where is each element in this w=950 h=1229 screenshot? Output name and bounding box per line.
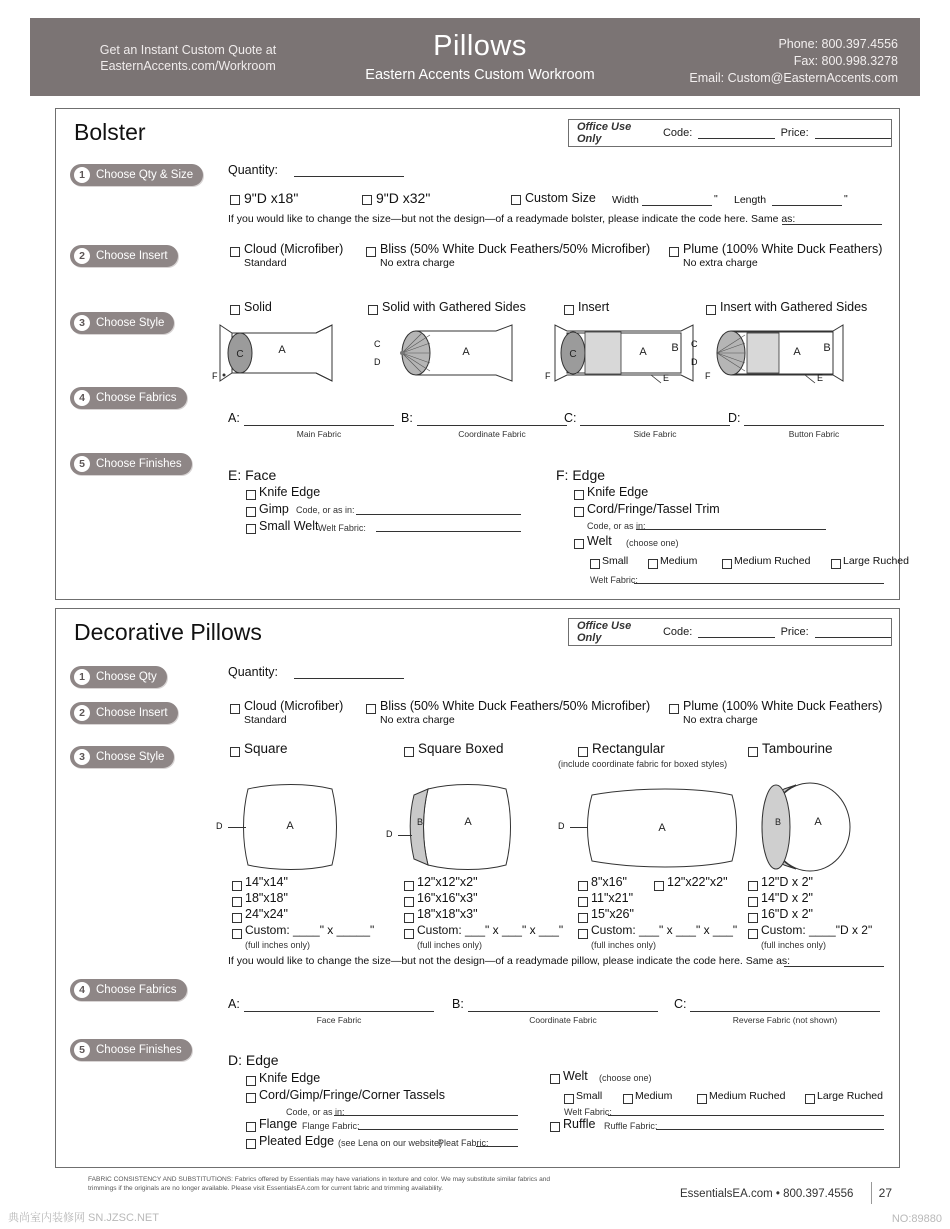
bolster-edge-note-2: (choose one) (626, 538, 679, 548)
pillows-insert-label-1: Bliss (50% White Duck Feathers/50% Microfiber) (380, 699, 651, 713)
bolster-welt-fabric-label: Welt Fabric: (590, 575, 638, 585)
bolster-welt-label-1: Medium (660, 555, 698, 567)
pillows-welt-checkbox-0[interactable] (564, 1094, 574, 1104)
pillows-insert-sub-2: No extra charge (683, 714, 758, 726)
pillows-edge-label-3: Pleated Edge (259, 1134, 335, 1148)
bolster-welt-label-0: Small (602, 555, 629, 567)
bolster-custom-width-unit: " (714, 193, 718, 205)
pillows-insert-label-0: Cloud (Microfiber) (244, 699, 344, 713)
header-email: Email: Custom@EasternAccents.com (689, 71, 898, 85)
pillows-size1-checkbox-2[interactable] (232, 913, 242, 923)
header-fax: Fax: 800.998.3278 (793, 54, 898, 68)
pillows-style-label-3: Tambourine (762, 741, 833, 756)
bolster-insert-label-0: Cloud (Microfiber) (244, 242, 344, 256)
bolster-insert-checkbox-2[interactable] (669, 247, 679, 257)
pillows-edge-note-1: Code, or as in: (286, 1107, 345, 1117)
bolster-step-1-number: 1 (74, 167, 90, 183)
bolster-size-checkbox-0[interactable] (230, 195, 240, 205)
pillows-insert-sub-0: Standard (244, 714, 287, 726)
pillows-welt-option-label: Welt (563, 1069, 588, 1083)
pillows-step-2-label: Choose Insert (96, 707, 168, 719)
svg-text:B: B (416, 817, 424, 827)
bolster-step-2-number: 2 (74, 248, 90, 264)
bolster-diagram-solid-gathered (374, 323, 526, 385)
pillow-rect-leader (570, 827, 588, 828)
pillows-edge-note-2: Flange Fabric: (302, 1121, 360, 1131)
pillows-size1-note: (full inches only) (245, 940, 311, 950)
bolster-edge-checkbox-1[interactable] (574, 507, 584, 517)
pillows-size4-label-2: 16"D x 2" (761, 907, 813, 921)
pillows-size2-checkbox-2[interactable] (404, 913, 414, 923)
pillows-size2-label-0: 12"x12"x2" (417, 875, 478, 889)
pillows-size1-checkbox-0[interactable] (232, 881, 242, 891)
bolster-edge-title: F: Edge (556, 467, 606, 483)
pillows-edge-label-0: Knife Edge (259, 1071, 321, 1085)
pillows-fabric-key-0: A: (228, 997, 240, 1011)
pillows-welt-label-1: Medium (635, 1090, 673, 1102)
bolster-office-label: Office Use Only (577, 121, 632, 145)
pillows-size4-checkbox-0[interactable] (748, 881, 758, 891)
bolster-edge-label-1: Cord/Fringe/Tassel Trim (587, 502, 720, 516)
pillows-insert-checkbox-2[interactable] (669, 704, 679, 714)
pillows-step-3-label: Choose Style (96, 751, 165, 763)
pillows-size3-note: (full inches only) (591, 940, 657, 950)
pillows-size1-label-1: 18"x18" (245, 891, 288, 905)
bolster-quantity-field[interactable] (294, 176, 404, 177)
header-quote-line2: EasternAccents.com/Workroom (100, 59, 276, 73)
bolster-fabric-field-0[interactable] (244, 425, 394, 426)
pillows-style-note-2: (include coordinate fabric for boxed styles) (558, 759, 728, 769)
pillows-fabric-field-0[interactable] (244, 1011, 434, 1012)
pillows-size4-label-1: 14"D x 2" (761, 891, 813, 905)
pillows-office-price-label: Price: (780, 626, 809, 638)
bolster-welt-checkbox-2[interactable] (722, 559, 732, 569)
pillows-office-price-field[interactable] (815, 626, 891, 638)
pillows-size1-label-0: 14"x14" (245, 875, 288, 889)
pillows-step-1-number: 1 (74, 669, 90, 685)
pillows-office-code-field[interactable] (698, 626, 774, 638)
svg-text:A: A (814, 816, 822, 828)
pillows-edge-title: D: Edge (228, 1052, 279, 1068)
pillows-fabric-key-1: B: (452, 997, 464, 1011)
pillows-ruffle-note: Ruffle Fabric: (604, 1121, 658, 1131)
pillows-size1-custom-checkbox[interactable] (232, 929, 242, 939)
bolster-style-label-2: Insert (578, 300, 610, 314)
pillows-step-5[interactable] (70, 1039, 192, 1061)
bolster-welt-label-3: Large Ruched (843, 555, 909, 567)
pillows-size4-custom-label[interactable]: Custom: ____"D x 2" (761, 923, 873, 937)
pillows-fabric-field-1[interactable] (468, 1011, 658, 1012)
bolster-fabric-key-2: C: (564, 411, 577, 425)
bolster-fabric-key-1: B: (401, 411, 413, 425)
pillows-style-checkbox-1[interactable] (404, 747, 414, 757)
bolster-edge-checkbox-2[interactable] (574, 539, 584, 549)
bolster-style-checkbox-3[interactable] (706, 305, 716, 315)
pillows-edge-field-1[interactable] (334, 1115, 518, 1116)
pillows-size2-note: (full inches only) (417, 940, 483, 950)
pillow-square-letter-d: D (216, 821, 223, 831)
bolster-custom-length-label: Length (734, 194, 767, 206)
pillows-fabric-caption-0: Face Fabric (316, 1015, 362, 1025)
bolster-fabric-key-3: D: (728, 411, 741, 425)
pillows-insert-label-2: Plume (100% White Duck Feathers) (683, 699, 883, 713)
bolster-edge-label-0: Knife Edge (587, 485, 649, 499)
header-phone: Phone: 800.397.4556 (778, 37, 898, 51)
bolster-step-3-label: Choose Style (96, 317, 165, 329)
pillows-size4-custom-checkbox[interactable] (748, 929, 758, 939)
bolster-office-price-field[interactable] (815, 127, 891, 139)
svg-text:A: A (462, 346, 470, 358)
pillows-size2-label-2: 18"x18"x3" (417, 907, 478, 921)
pillows-step-5-label: Choose Finishes (96, 1044, 182, 1056)
pillows-step-2-number: 2 (74, 705, 90, 721)
bolster-style-checkbox-0[interactable] (230, 305, 240, 315)
pillows-edge-note-3: (see Lena on our website) (338, 1138, 443, 1148)
decorative-pillows-section (55, 608, 900, 1168)
pillows-welt-label-0: Small (576, 1090, 603, 1102)
pillows-fabric-caption-1: Coordinate Fabric (529, 1015, 597, 1025)
bolster-fabric-field-1[interactable] (417, 425, 567, 426)
bolster-step-5-label: Choose Finishes (96, 458, 182, 470)
bolster-step-5[interactable] (70, 453, 192, 475)
pillows-step-5-number: 5 (74, 1042, 90, 1058)
bolster-size-checkbox-1[interactable] (362, 195, 372, 205)
pillows-edge-label-1: Cord/Gimp/Fringe/Corner Tassels (259, 1088, 445, 1102)
bolster-step-4[interactable] (70, 387, 187, 409)
pillows-size2-custom-label[interactable]: Custom: ___" x ___" x ___" (417, 923, 564, 937)
bolster-office-code-label: Code: (662, 127, 693, 139)
bolster-step-2[interactable] (70, 245, 178, 267)
bolster-step-4-number: 4 (74, 390, 90, 406)
pillows-edge-field-3[interactable] (476, 1146, 518, 1147)
svg-text:A: A (793, 346, 801, 358)
svg-text:B: B (823, 342, 831, 354)
pillows-edge-checkbox-0[interactable] (246, 1076, 256, 1086)
pillows-welt-label-2: Medium Ruched (709, 1090, 786, 1102)
bolster-custom-length-unit: " (844, 193, 848, 205)
bolster-step-3[interactable] (70, 312, 174, 334)
watermark-right: NO:89880 (891, 1213, 942, 1225)
bolster-step-1[interactable] (70, 164, 203, 186)
pillows-style-checkbox-0[interactable] (230, 747, 240, 757)
pillows-welt-option-note: (choose one) (599, 1073, 652, 1083)
header-quote-line1: Get an Instant Custom Quote at (99, 43, 277, 57)
bolster-ig-letter-e: E (817, 373, 824, 383)
pillows-size3-checkbox-3[interactable] (654, 881, 664, 891)
footer-divider (871, 1182, 872, 1204)
bolster-gathered-letter-d: D (374, 357, 381, 367)
bolster-custom-width-label: Width (612, 194, 639, 206)
pillow-diagram-tambourine (748, 781, 868, 873)
pillows-welt-fabric-field[interactable] (608, 1115, 884, 1116)
pillows-size3-checkbox-2[interactable] (578, 913, 588, 923)
bolster-size-note: If you would like to change the size—but not the design—of a readymade bolster, please indicate the code here. Same as: (228, 213, 796, 225)
bolster-insert-sub-0: Standard (244, 257, 287, 269)
bolster-office-use-box (568, 119, 892, 147)
bolster-ig-letter-c: C (691, 339, 698, 349)
bolster-custom-length-field[interactable] (772, 205, 842, 206)
pillows-size4-note: (full inches only) (761, 940, 827, 950)
bolster-title: Bolster (74, 119, 146, 145)
pillows-size-note: If you would like to change the size—but not the design—of a readymade pillow, please indicate the code here. Same as: (228, 955, 791, 967)
bolster-step-3-number: 3 (74, 315, 90, 331)
bolster-insert-sub-1: No extra charge (380, 257, 455, 269)
bolster-fabric-caption-1: Coordinate Fabric (458, 429, 526, 439)
bolster-custom-size-checkbox[interactable] (511, 195, 521, 205)
bolster-fabric-caption-2: Side Fabric (633, 429, 677, 439)
bolster-style-checkbox-2[interactable] (564, 305, 574, 315)
bolster-insert-sub-2: No extra charge (683, 257, 758, 269)
pillows-step-2[interactable] (70, 702, 178, 724)
pillow-square-leader (228, 827, 246, 828)
pillows-welt-label-3: Large Ruched (817, 1090, 883, 1102)
bolster-welt-checkbox-1[interactable] (648, 559, 658, 569)
pillows-ruffle-checkbox[interactable] (550, 1122, 560, 1132)
bolster-diagram-insert-gathered (691, 323, 851, 385)
bolster-edge-field-1[interactable] (636, 529, 826, 530)
bolster-diagram-insert (545, 323, 701, 385)
pillows-size2-custom-checkbox[interactable] (404, 929, 414, 939)
bolster-style-label-0: Solid (244, 300, 272, 314)
pillows-insert-sub-1: No extra charge (380, 714, 455, 726)
pillows-style-checkbox-2[interactable] (578, 747, 588, 757)
pillows-office-code-label: Code: (662, 626, 693, 638)
pillows-insert-checkbox-0[interactable] (230, 704, 240, 714)
bolster-quantity-label: Quantity: (228, 163, 279, 177)
bolster-face-label-2: Small Welt (259, 519, 319, 533)
pillows-size1-label-2: 24"x24" (245, 907, 288, 921)
pillows-step-1-label: Choose Qty (96, 671, 157, 683)
bolster-insert-checkbox-1[interactable] (366, 247, 376, 257)
bolster-size-note-field[interactable] (782, 224, 882, 225)
pillows-welt-checkbox-2[interactable] (697, 1094, 707, 1104)
pillows-welt-fabric-label: Welt Fabric: (564, 1107, 612, 1117)
pillows-size2-label-1: 16"x16"x3" (417, 891, 478, 905)
svg-text:A: A (278, 344, 286, 356)
pillows-size4-checkbox-2[interactable] (748, 913, 758, 923)
pillows-style-checkbox-3[interactable] (748, 747, 758, 757)
pillows-size3-label-1: 11"x21" (591, 891, 634, 905)
svg-text:A: A (464, 816, 472, 828)
pillow-boxed-letter-d: D (386, 829, 393, 839)
footer-disclaimer: FABRIC CONSISTENCY AND SUBSTITUTIONS: Fabrics offered by Essentials may have variations in texture and color. We may substitute similar fabrics and trimmings if the originals are no longer available. Please visit EssentialsEA.com for current fabric and trimming availability. (88, 1176, 551, 1192)
bolster-size-label-1: 9"D x32" (376, 190, 431, 206)
bolster-face-checkbox-2[interactable] (246, 524, 256, 534)
bolster-solid-letter-f: F (212, 371, 218, 381)
bolster-fabric-field-3[interactable] (744, 425, 884, 426)
header-quote-block (58, 42, 318, 74)
pillows-edge-checkbox-2[interactable] (246, 1122, 256, 1132)
pillow-rect-letter-d: D (558, 821, 565, 831)
pillows-quantity-label: Quantity: (228, 665, 279, 679)
pillows-quantity-field[interactable] (294, 678, 404, 679)
footer-site: EssentialsEA.com • 800.397.4556 (680, 1188, 854, 1200)
bolster-face-title: E: Face (228, 467, 277, 483)
pillows-edge-note-3b: Pleat Fabric: (438, 1138, 489, 1148)
bolster-face-note-1: Code, or as in: (296, 505, 355, 515)
bolster-fabric-field-2[interactable] (580, 425, 730, 426)
bolster-insert-label-1: Bliss (50% White Duck Feathers/50% Microfiber) (380, 242, 651, 256)
bolster-welt-checkbox-3[interactable] (831, 559, 841, 569)
page-title: Pillows (433, 30, 527, 62)
bolster-welt-label-2: Medium Ruched (734, 555, 811, 567)
pillows-ruffle-field[interactable] (656, 1129, 884, 1130)
pillow-diagram-square (216, 781, 344, 873)
bolster-step-4-label: Choose Fabrics (96, 392, 177, 404)
pillows-style-label-1: Square Boxed (418, 741, 504, 756)
pillows-fabric-field-2[interactable] (690, 1011, 880, 1012)
bolster-style-label-3: Insert with Gathered Sides (720, 300, 868, 314)
pillow-boxed-leader (398, 835, 412, 836)
bolster-step-5-number: 5 (74, 456, 90, 472)
pillows-size3-checkbox-0[interactable] (578, 881, 588, 891)
pillows-step-4-label: Choose Fabrics (96, 984, 177, 996)
bolster-custom-size-label: Custom Size (525, 191, 596, 205)
bolster-welt-checkbox-0[interactable] (590, 559, 600, 569)
bolster-edge-note-1: Code, or as in: (587, 521, 646, 531)
bolster-face-field-2[interactable] (376, 531, 521, 532)
svg-text:C: C (236, 349, 244, 360)
footer-page-number: 27 (878, 1186, 892, 1200)
pillows-office-label: Office Use Only (577, 620, 632, 644)
pillows-edge-checkbox-1[interactable] (246, 1093, 256, 1103)
pillows-style-label-0: Square (244, 741, 288, 756)
pillows-style-label-2: Rectangular (592, 741, 665, 756)
pillows-step-4-number: 4 (74, 982, 90, 998)
pillows-insert-checkbox-1[interactable] (366, 704, 376, 714)
bolster-office-price-label: Price: (780, 127, 809, 139)
svg-text:A: A (658, 822, 666, 834)
pillows-size2-checkbox-1[interactable] (404, 897, 414, 907)
pillows-step-4[interactable] (70, 979, 187, 1001)
svg-text:B: B (671, 342, 679, 354)
pillows-edge-field-2[interactable] (358, 1129, 518, 1130)
bolster-fabric-key-0: A: (228, 411, 240, 425)
pillows-step-3-number: 3 (74, 749, 90, 765)
pillows-size2-checkbox-0[interactable] (404, 881, 414, 891)
bolster-gathered-letter-c: C (374, 339, 381, 349)
bolster-ig-letter-d: D (691, 357, 698, 367)
pillows-size3-checkbox-1[interactable] (578, 897, 588, 907)
svg-text:C: C (569, 349, 577, 360)
pillows-welt-option-checkbox[interactable] (550, 1074, 560, 1084)
pillows-edge-checkbox-3[interactable] (246, 1139, 256, 1149)
pillows-size1-custom-label[interactable]: Custom: ____" x _____" (245, 923, 375, 937)
pillows-size1-checkbox-1[interactable] (232, 897, 242, 907)
pillows-office-use-box (568, 618, 892, 646)
pillows-welt-checkbox-3[interactable] (805, 1094, 815, 1104)
bolster-face-field-1[interactable] (356, 514, 521, 515)
bolster-face-checkbox-0[interactable] (246, 490, 256, 500)
pillows-step-1[interactable] (70, 666, 167, 688)
svg-text:A: A (286, 820, 294, 832)
page-header (30, 18, 920, 96)
bolster-face-note-2: Welt Fabric: (318, 523, 366, 533)
bolster-size-label-0: 9"D x18" (244, 190, 299, 206)
bolster-style-checkbox-1[interactable] (368, 305, 378, 315)
bolster-step-1-label: Choose Qty & Size (96, 169, 194, 181)
bolster-face-checkbox-1[interactable] (246, 507, 256, 517)
bolster-face-label-1: Gimp (259, 502, 289, 516)
pillows-fabric-key-2: C: (674, 997, 687, 1011)
svg-text:B: B (774, 817, 782, 827)
header-contact-block (689, 36, 898, 87)
pillows-size3-label-0: 8"x16" (591, 875, 627, 889)
bolster-diagram-solid (212, 323, 346, 385)
pillows-size-note-field[interactable] (784, 966, 884, 967)
bolster-insert-letter-f: F (545, 371, 551, 381)
bolster-section (55, 108, 909, 600)
pillows-welt-checkbox-1[interactable] (623, 1094, 633, 1104)
bolster-office-code-field[interactable] (698, 127, 774, 139)
bolster-insert-checkbox-0[interactable] (230, 247, 240, 257)
bolster-fabric-caption-0: Main Fabric (296, 429, 342, 439)
bolster-insert-label-2: Plume (100% White Duck Feathers) (683, 242, 883, 256)
bolster-ig-letter-f: F (705, 371, 711, 381)
pillows-size3-custom-label[interactable]: Custom: ___" x ___" x ___" (591, 923, 738, 937)
bolster-insert-letter-e: E (663, 373, 670, 383)
bolster-welt-fabric-field[interactable] (634, 583, 884, 584)
pillows-size4-checkbox-1[interactable] (748, 897, 758, 907)
pillows-size3-label-3: 12"x22"x2" (667, 875, 728, 889)
page-subtitle: Eastern Accents Custom Workroom (365, 67, 595, 83)
bolster-step-2-label: Choose Insert (96, 250, 168, 262)
pillows-title: Decorative Pillows (74, 619, 262, 645)
bolster-edge-label-2: Welt (587, 534, 612, 548)
pillows-ruffle-label: Ruffle (563, 1117, 596, 1131)
bolster-custom-width-field[interactable] (642, 205, 712, 206)
pillows-size4-label-0: 12"D x 2" (761, 875, 813, 889)
pillows-edge-label-2: Flange (259, 1117, 298, 1131)
svg-text:A: A (639, 346, 647, 358)
pillow-diagram-rectangular (558, 785, 746, 871)
pillows-size3-label-2: 15"x26" (591, 907, 634, 921)
bolster-style-label-1: Solid with Gathered Sides (382, 300, 526, 314)
pillows-size3-custom-checkbox[interactable] (578, 929, 588, 939)
pillows-fabric-caption-2: Reverse Fabric (not shown) (732, 1015, 838, 1025)
bolster-edge-checkbox-0[interactable] (574, 490, 584, 500)
pillows-step-3[interactable] (70, 746, 174, 768)
bolster-fabric-caption-3: Button Fabric (788, 429, 840, 439)
bolster-face-label-0: Knife Edge (259, 485, 321, 499)
pillow-diagram-square-boxed (386, 781, 514, 873)
header-title-block (330, 30, 630, 83)
watermark-left: 典尚室内装修网 SN.JZSC.NET (8, 1212, 159, 1224)
